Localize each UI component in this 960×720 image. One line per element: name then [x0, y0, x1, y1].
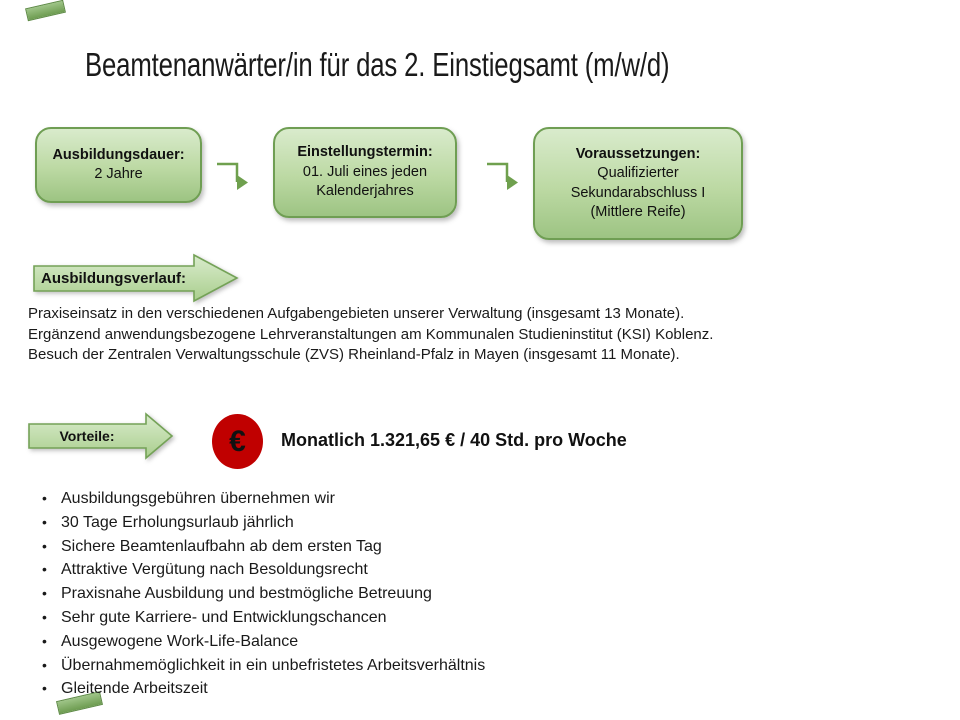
elbow-arrow-icon — [216, 161, 250, 191]
list-item — [42, 677, 485, 701]
euro-icon — [212, 414, 263, 469]
section-arrow-label: Ausbildungsverlauf: — [40, 270, 186, 287]
bullet-icon: • — [42, 680, 47, 697]
paragraph-line: Ergänzend anwendungsbezogene Lehrveranstaltungen am Kommunalen Studieninstitut (KSI) Koblenz. — [28, 325, 714, 343]
list-item-label: Gleitende Arbeitszeit — [61, 680, 208, 698]
salary-line: Monatlich 1.321,65 € / 40 Std. pro Woche — [281, 430, 627, 450]
elbow-arrow-icon — [486, 161, 520, 191]
bullet-icon: • — [42, 632, 47, 649]
page-title: Beamtenanwärter/in für das 2. Einstiegsamt (m/w/d) — [85, 46, 670, 83]
bullet-icon: • — [42, 656, 47, 673]
section-arrow-ausbildungsverlauf — [33, 253, 239, 304]
bullet-icon: • — [42, 608, 47, 625]
info-box-heading: Ausbildungsdauer: — [52, 146, 185, 163]
list-item — [42, 630, 485, 654]
list-item — [42, 582, 485, 606]
info-box-ausbildungsdauer — [35, 127, 202, 203]
section-arrow-vorteile — [28, 412, 174, 460]
list-item — [42, 606, 485, 630]
info-box-heading: Voraussetzungen: — [575, 145, 701, 162]
bullet-icon: • — [42, 537, 47, 554]
list-item-label: Ausgewogene Work-Life-Balance — [61, 632, 299, 650]
list-item-label: Sehr gute Karriere- und Entwicklungschancen — [61, 608, 387, 626]
corner-ribbon-decoration-top-left — [25, 0, 66, 21]
info-box-line: 01. Juli eines jeden — [302, 163, 428, 180]
section-arrow-label: Vorteile: — [59, 428, 115, 444]
info-box-line: Qualifizierter — [597, 165, 679, 181]
info-box-line: 2 Jahre — [94, 166, 143, 182]
list-item — [42, 487, 485, 511]
info-box-line: Sekundarabschluss I — [570, 184, 706, 201]
euro-symbol: € — [229, 424, 246, 458]
training-paragraph — [28, 304, 728, 366]
paragraph-line: Praxiseinsatz in den verschiedenen Aufgabengebieten unserer Verwaltung (insgesamt 13 Monate). — [28, 305, 685, 322]
info-box-voraussetzungen — [533, 127, 743, 240]
list-item-label: 30 Tage Erholungsurlaub jährlich — [61, 513, 294, 531]
bullet-icon: • — [42, 561, 47, 578]
bullet-icon: • — [42, 585, 47, 602]
info-box-line: (Mittlere Reife) — [590, 204, 686, 220]
list-item — [42, 558, 485, 582]
list-item-label: Attraktive Vergütung nach Besoldungsrecht — [61, 561, 368, 579]
list-item — [42, 511, 485, 535]
info-box-heading: Einstellungstermin: — [297, 144, 433, 161]
list-item — [42, 535, 485, 559]
bullet-icon: • — [42, 490, 47, 506]
bullet-icon: • — [42, 513, 47, 530]
info-box-einstellungstermin — [273, 127, 457, 218]
list-item-label: Praxisnahe Ausbildung und bestmögliche Betreuung — [61, 585, 432, 603]
list-item-label: Sichere Beamtenlaufbahn ab dem ersten Tag — [61, 537, 382, 555]
list-item-label: Übernahmemöglichkeit in ein unbefristetes Arbeitsverhältnis — [61, 656, 486, 674]
list-item-label: Ausbildungsgebühren übernehmen wir — [61, 490, 335, 507]
list-item — [42, 654, 485, 678]
paragraph-line: Besuch der Zentralen Verwaltungsschule (ZVS) Rheinland-Pfalz in Mayen (insgesamt 11 Monate). — [28, 346, 680, 363]
benefits-list — [42, 487, 485, 701]
info-box-line: Kalenderjahres — [316, 183, 414, 200]
